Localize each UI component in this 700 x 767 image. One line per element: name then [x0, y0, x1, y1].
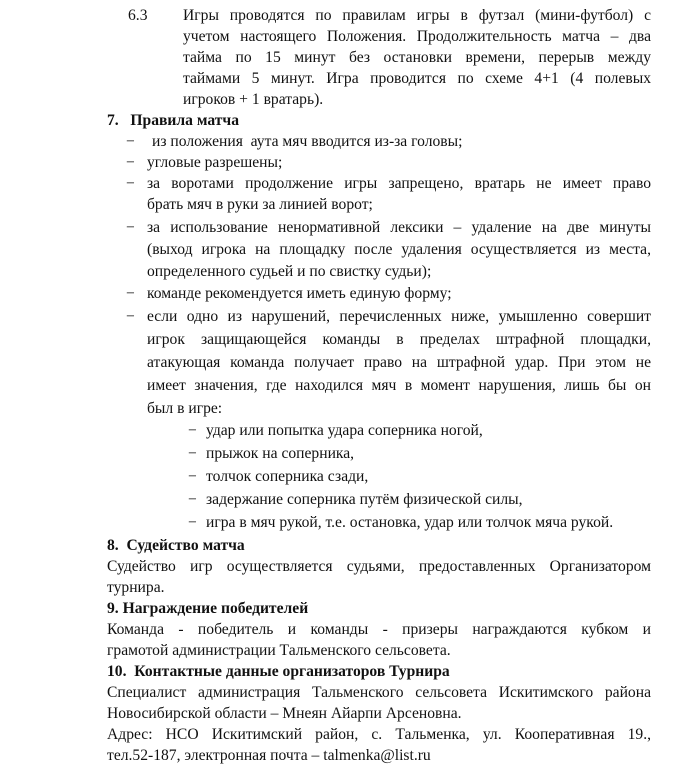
list-item-line: команде рекомендуется иметь единую форму; [147, 285, 452, 302]
paragraph-line: Судейство игр осуществляется судьями, предоставленных Организатором [107, 558, 651, 575]
list-dash: − [126, 175, 135, 192]
paragraph-line: Специалист администрация Тальменского сельсовета Искитимского района [107, 684, 651, 701]
sublist-item: игра в мяч рукой, т.е. остановка, удар или толчок мяча рукой. [206, 514, 614, 531]
list-dash: − [126, 308, 135, 325]
section-heading: 8. Судейство матча [107, 537, 245, 554]
list-dash: − [126, 285, 135, 302]
list-item-line: брать мяч в руки за линией ворот; [147, 196, 373, 213]
list-item-line: угловые разрешены; [147, 154, 283, 171]
section-heading: 10. Контактные данные организаторов Турнира [107, 663, 450, 680]
list-item-line: за использование ненормативной лексики – удаление на две минуты [147, 219, 651, 236]
sublist-dash: − [188, 422, 197, 439]
list-dash: − [126, 154, 135, 171]
item-number-6-3: 6.3 [128, 7, 148, 24]
paragraph-line: Новосибирской области – Мнеян Айарпи Арсеновна. [107, 705, 462, 722]
list-item-line: имеет значения, где находился мяч в момент нарушения, лишь бы он [147, 377, 651, 394]
list-item-line: атакующая команда получает право на штрафной удар. При этом не [147, 354, 651, 371]
sublist-dash: − [188, 514, 197, 531]
section-heading: 7. Правила матча [107, 112, 239, 129]
list-item-line: определенного судьей и по свистку судьи); [147, 263, 432, 280]
list-item-line: за воротами продолжение игры запрещено, вратарь не имеет право [147, 175, 651, 192]
list-item-line: был в игре: [147, 400, 223, 417]
list-dash: − [126, 219, 135, 236]
item-6-3-line: тайма по 15 минут без остановки времени, перерыв между [183, 49, 651, 66]
paragraph-line: Адрес: НСО Искитимский район, с. Тальменка, ул. Кооперативная 19., [107, 726, 651, 743]
item-6-3-line: Игры проводятся по правилам игры в футзал (мини-футбол) с [183, 7, 651, 24]
paragraph-line: Команда - победитель и команды - призеры награждаются кубком и [107, 621, 651, 638]
paragraph-line: грамотой администрации Тальменского сельсовета. [107, 642, 451, 659]
list-item-line: из положения аута мяч вводится из-за головы; [152, 133, 463, 150]
item-6-3-line: таймами 5 минут. Игра проводится по схеме 4+1 (4 полевых [183, 70, 651, 87]
sublist-item: удар или попытка удара соперника ногой, [206, 422, 483, 439]
list-item-line: игрок защищающейся команды в пределах штрафной площадки, [147, 331, 651, 348]
sublist-dash: − [188, 491, 197, 508]
list-item-line: (выход игрока на площадку после удаления осуществляется из места, [147, 241, 651, 258]
sublist-item: прыжок на соперника, [206, 445, 355, 462]
sublist-item: задержание соперника путём физической силы, [206, 491, 523, 508]
item-6-3-line: игроков + 1 вратарь). [183, 91, 324, 108]
paragraph-line: тел.52-187, электронная почта – talmenka@list.ru [107, 747, 431, 764]
paragraph-line: турнира. [107, 579, 165, 596]
section-heading: 9. Награждение победителей [107, 600, 309, 617]
sublist-dash: − [188, 468, 197, 485]
list-dash: − [126, 133, 135, 150]
list-item-line: если одно из нарушений, перечисленных ниже, умышленно совершит [147, 308, 651, 325]
sublist-item: толчок соперника сзади, [206, 468, 369, 485]
sublist-dash: − [188, 445, 197, 462]
item-6-3-line: учетом настоящего Положения. Продолжительность матча – два [183, 28, 651, 45]
